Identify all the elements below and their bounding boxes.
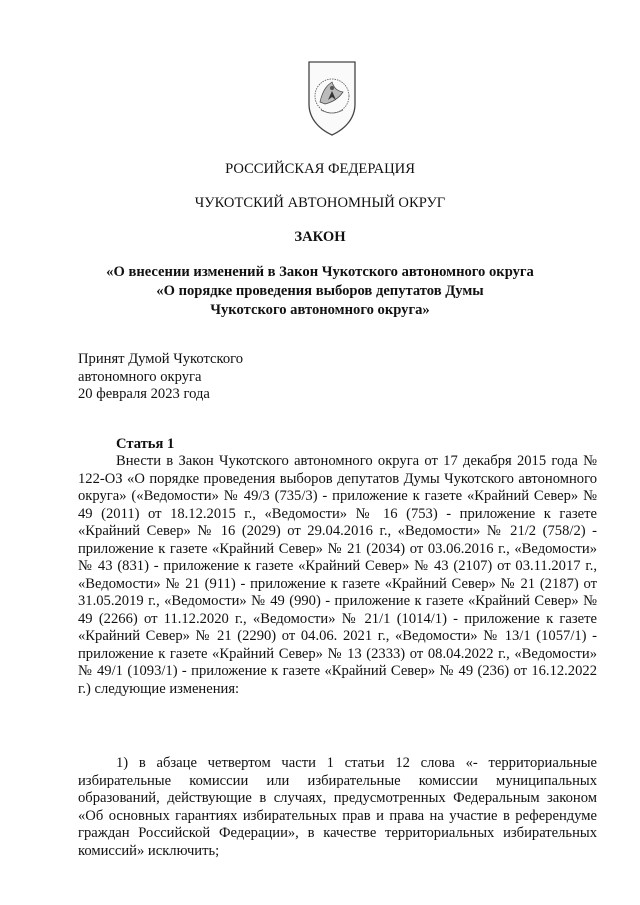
region-heading: ЧУКОТСКИЙ АВТОНОМНЫЙ ОКРУГ bbox=[194, 195, 446, 211]
law-title-line: Чукотского автономного округа» bbox=[210, 302, 430, 318]
law-title-line: «О внесении изменений в Закон Чукотского автономного округа bbox=[106, 264, 534, 280]
adoption-line: автономного округа bbox=[78, 368, 202, 385]
country-heading: РОССИЙСКАЯ ФЕДЕРАЦИЯ bbox=[225, 161, 415, 177]
law-title-line: «О порядке проведения выборов депутатов Думы bbox=[156, 283, 484, 299]
adoption-date: 20 февраля 2023 года bbox=[78, 386, 210, 402]
article-heading: Статья 1 bbox=[116, 436, 175, 452]
document-type-heading: ЗАКОН bbox=[294, 229, 346, 245]
law-title bbox=[0, 263, 640, 320]
adoption-block bbox=[78, 351, 243, 404]
article-item-1-paragraph: 1) в абзаце четвертом части 1 статьи 12 слова «- территориальные избирательные комиссии или избирательные комиссии муниципальных образований, действующие в случаях, предусмотренных Федеральным законом «Об основных гарантиях избирательных прав и права на участие в референдуме граждан Российской Федерации», в качестве территориальных избирательных комиссий» исключить; bbox=[78, 755, 597, 859]
coat-of-arms-icon bbox=[303, 58, 361, 138]
article-intro-paragraph: Внести в Закон Чукотского автономного округа от 17 декабря 2015 года № 122-ОЗ «О порядке проведения выборов депутатов Думы Чукотского автономного округа» («Ведомости» № 49/3 (735/3) - приложение к газете «Крайний Север» № 49 (2011) от 18.12.2015 г., «Ведомости» № 16 (753) - приложение к газете «Крайний Север» № 16 (2029) от 29.04.2016 г., «Ведомости» № 21/2 (758/2) - приложение к газете «Крайний Север» № 21 (2034) от 03.06.2016 г., «Ведомости» № 43 (831) - приложение к газете «Крайний Север» № 43 (2107) от 03.11.2017 г., «Ведомости» № 21 (911) - приложение к газете «Крайний Север» № 21 (2187) от 31.05.2019 г., «Ведомости» № 49 (990) - приложение к газете «Крайний Север» № 49 (2266) от 11.12.2020 г., «Ведомости» № 21/1 (1014/1) - приложение к газете «Крайний Север» № 21 (2290) от 04.06. 2021 г., «Ведомости» № 13/1 (1057/1) - приложение к газете «Крайний Север» № 13 (2333) от 08.04.2022 г., «Ведомости» № 49/1 (1093/1) - приложение к газете «Крайний Север» № 49 (236) от 16.12.2022 г.) следующие изменения: bbox=[78, 453, 597, 697]
adoption-line: Принят Думой Чукотского bbox=[78, 351, 244, 367]
